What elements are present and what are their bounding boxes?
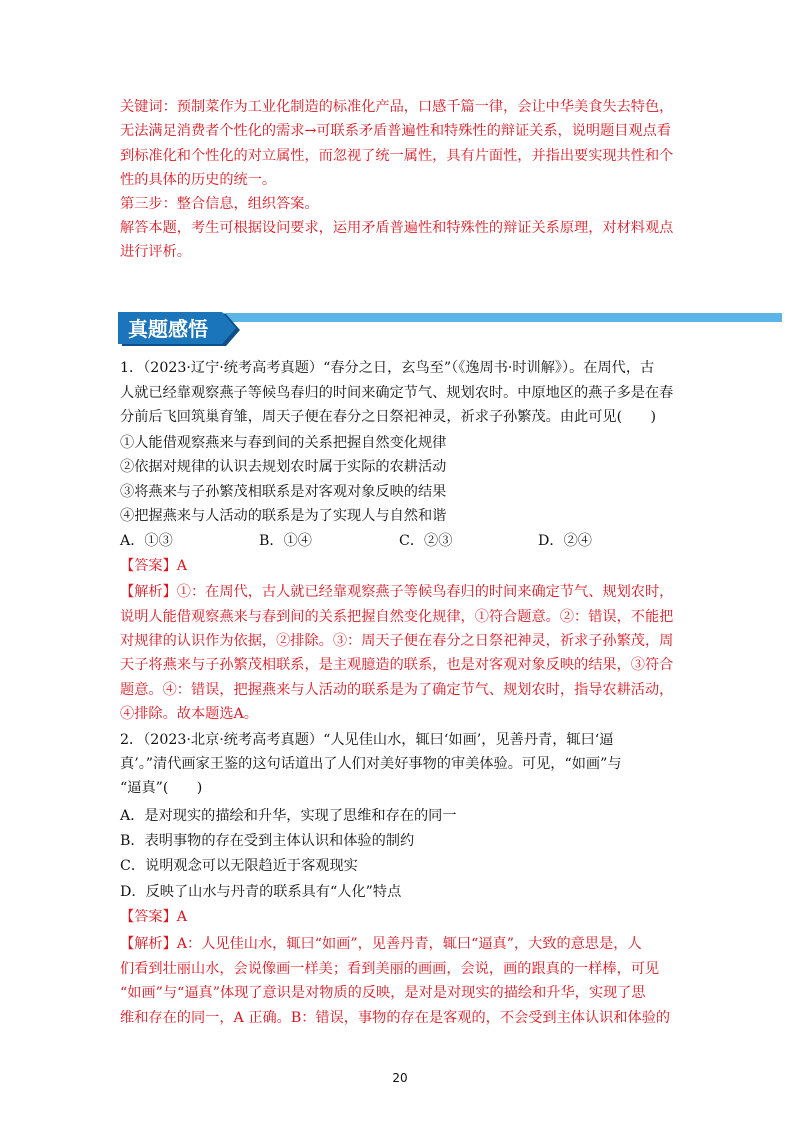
question-stem-line: 真’。”清代画家王鉴的这句话道出了人们对美好事物的审美体验。可见，“如画”与	[120, 756, 622, 772]
analysis-line	[120, 582, 673, 602]
analysis-tag: 【解析】	[120, 936, 177, 952]
option-a: A．是对现实的描绘和升华，实现了思维和存在的同一	[120, 808, 457, 824]
question-stem-line: 2．（2023·北京·统考高考真题）“人见佳山水，辄曰‘如画’，见善丹青，辄曰‘逼	[120, 732, 614, 748]
question-stem-line: 人就已经靠观察燕子等候鸟春归的时间来确定节气、规划农时。中原地区的燕子多是在春	[120, 385, 674, 401]
page-number: 20	[392, 1071, 408, 1085]
option-b: B．①④	[259, 533, 312, 549]
analysis-line	[120, 934, 642, 954]
analysis-line: 题意。④：错误，把握燕来与人活动的联系是为了确定节气、规划农时，指导农耕活动，	[120, 682, 674, 698]
analysis-line: 维和存在的同一，A 正确。B：错误，事物的存在是客观的，不会受到主体认识和体验的	[120, 1010, 671, 1026]
analysis-line: 们看到壮丽山水，会说像画一样美；看到美丽的画画，会说，画的跟真的一样棒，可见	[120, 961, 660, 977]
analysis-line: 说明人能借观察燕来与春到间的关系把握自然变化规律，①符合题意。②：错误，不能把	[120, 609, 674, 625]
text-line: 解答本题，考生可根据设问要求，运用矛盾普遍性和特殊性的辩证关系原理，对材料观点	[120, 220, 674, 236]
analysis-text: ①：在周代，古人就已经靠观察燕子等候鸟春归的时间来确定节气、规划农时，	[176, 584, 674, 600]
statement-4: ④把握燕来与人活动的联系是为了实现人与自然和谐	[120, 508, 447, 524]
answer-tag: 【答案】	[120, 558, 177, 574]
banner-stripe	[218, 313, 782, 322]
statement-2: ②依据对规律的认识去规划农时属于实际的农耕活动	[120, 459, 447, 475]
answer-line	[120, 907, 187, 927]
analysis-line: 天子将燕来与子孙繁茂相联系，是主观臆造的联系，也是对客观对象反映的结果，③符合	[120, 657, 674, 673]
analysis-line: ④排除。故本题选A。	[120, 706, 258, 722]
analysis-tag: 【解析】	[120, 584, 177, 600]
text-line: 进行评析。	[120, 244, 191, 260]
option-c: C．②③	[399, 533, 453, 549]
answer-value: A	[176, 909, 188, 925]
section-title: 真题感悟	[128, 317, 208, 341]
answer-line	[120, 556, 187, 576]
question-stem-line: 1．（2023·辽宁·统考高考真题）“春分之日，玄鸟至”（《逸周书·时训解》）。在周代，古	[120, 360, 655, 376]
statement-1: ①人能借观察燕来与春到间的关系把握自然变化规律	[120, 435, 447, 451]
option-a: A．①③	[120, 533, 173, 549]
option-c: C．说明观念可以无限趋近于客观现实	[120, 858, 358, 874]
text-line: 无法满足消费者个性化的需求→可联系矛盾普遍性和特殊性的辩证关系，说明题目观点看	[120, 123, 672, 139]
analysis-text: A：人见佳山水，辄曰“如画”，见善丹青，辄曰“逼真”，大致的意思是，人	[176, 936, 642, 952]
analysis-line: “如画”与“逼真”体现了意识是对物质的反映，是对是对现实的描绘和升华，实现了思	[120, 985, 646, 1001]
section-banner	[118, 312, 782, 346]
option-b: B．表明事物的存在受到主体认识和体验的制约	[120, 833, 415, 849]
text-line: 第三步：整合信息，组织答案。	[120, 196, 319, 212]
text-line: 关键词：预制菜作为工业化制造的标准化产品，口感千篇一律，会让中华美食失去特色，	[120, 99, 674, 115]
text-line: 到标准化和个性化的对立属性，而忽视了统一属性，具有片面性，并指出要实现共性和个	[120, 148, 674, 164]
question-stem-line: “逼真”( )	[120, 780, 203, 796]
answer-value: A	[176, 558, 188, 574]
text-line: 性的具体的历史的统一。	[120, 172, 277, 188]
statement-3: ③将燕来与子孙繁茂相联系是对客观对象反映的结果	[120, 484, 447, 500]
question-stem-line: 分前后飞回筑巢育雏，周天子便在春分之日祭祀神灵，祈求子孙繁茂。由此可见( )	[120, 409, 657, 425]
option-d: D．②④	[538, 533, 592, 549]
analysis-line: 对规律的认识作为依据，②排除。③：周天子便在春分之日祭祀神灵，祈求子孙繁茂，周	[120, 633, 674, 649]
answer-tag: 【答案】	[120, 909, 177, 925]
option-d: D．反映了山水与丹青的联系具有“人化”特点	[120, 884, 402, 900]
